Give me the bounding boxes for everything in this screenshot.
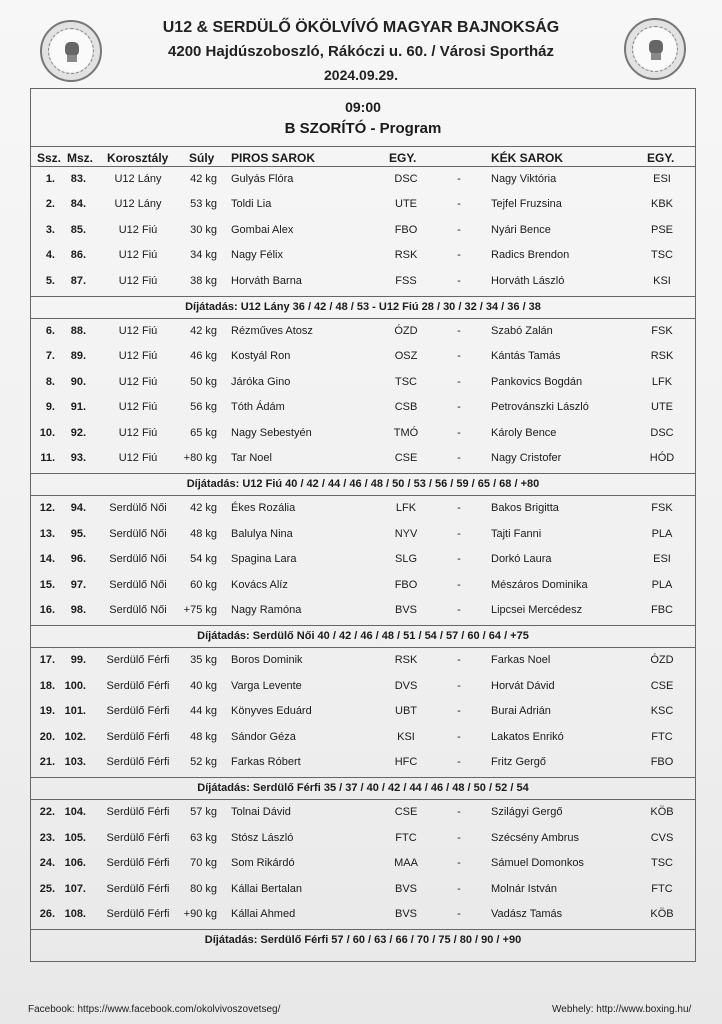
match-number: 94. (70, 502, 86, 515)
red-corner-club: FBO (394, 578, 418, 591)
blue-corner-club: KÖB (650, 806, 674, 819)
red-corner-club: BVS (394, 908, 417, 920)
red-corner-boxer: Horváth Barna (231, 274, 302, 287)
red-corner-club: TSC (395, 375, 417, 388)
table-row (31, 496, 695, 521)
age-category: U12 Fiú (118, 452, 158, 464)
bout-number: 23. (39, 831, 55, 844)
col-header-ssz: Ssz. (37, 151, 62, 165)
red-corner-club: LFK (395, 502, 417, 515)
website-link[interactable]: Webhely: http://www.boxing.hu/ (552, 1004, 692, 1015)
red-corner-club: BVS (394, 882, 417, 895)
table-row (31, 573, 695, 598)
bout-number: 26. (39, 908, 55, 920)
weight-class: 48 kg (190, 527, 217, 540)
match-number: 103. (64, 756, 86, 768)
red-corner-boxer: Rézműves Atosz (231, 325, 313, 337)
match-number: 108. (64, 908, 86, 920)
venue-address: 4200 Hajdúszoboszló, Rákóczi u. 60. / Városi Sportház (168, 43, 554, 60)
versus-dash: - (457, 198, 461, 211)
bout-number: 6. (45, 325, 55, 337)
weight-class: 70 kg (190, 857, 217, 870)
red-corner-club: FBO (394, 223, 418, 236)
col-header-kek-sarok: KÉK SAROK (491, 151, 564, 165)
versus-dash: - (457, 401, 461, 414)
blue-corner-club: KBK (650, 198, 673, 211)
red-corner-club: CSB (394, 401, 418, 414)
program-table (30, 88, 696, 962)
blue-corner-boxer: Petrovánszki László (491, 401, 589, 414)
age-category: U12 Lány (114, 173, 162, 185)
weight-class: +75 kg (183, 604, 217, 616)
age-category: U12 Lány (114, 198, 162, 211)
weight-class: 42 kg (190, 325, 217, 337)
blue-corner-club: PLA (651, 578, 673, 591)
weight-class: 53 kg (190, 198, 217, 211)
match-number: 97. (70, 578, 86, 591)
age-category: Serdülő Női (109, 553, 167, 566)
weight-class: 65 kg (190, 426, 217, 439)
red-corner-boxer: Ékes Rozália (231, 502, 296, 515)
federation-logo-left (40, 20, 102, 82)
versus-dash: - (457, 553, 461, 566)
blue-corner-boxer: Bakos Brigitta (491, 502, 559, 515)
age-category: Serdülő Női (109, 502, 167, 515)
versus-dash: - (457, 679, 461, 692)
weight-class: +80 kg (183, 452, 217, 464)
red-corner-boxer: Kállai Bertalan (231, 882, 302, 895)
col-header-suly: Súly (189, 151, 215, 165)
table-row (31, 446, 695, 471)
age-category: Serdülő Női (109, 604, 167, 616)
match-number: 104. (64, 806, 86, 819)
versus-dash: - (457, 375, 461, 388)
weight-class: 44 kg (190, 705, 217, 718)
age-category: Serdülő Férfi (106, 654, 170, 667)
weight-class: 56 kg (190, 401, 217, 414)
versus-dash: - (457, 173, 461, 185)
red-corner-boxer: Gombai Alex (231, 223, 294, 236)
age-category: U12 Fiú (118, 274, 158, 287)
red-corner-boxer: Nagy Ramóna (231, 604, 302, 616)
age-category: Serdülő Férfi (106, 882, 170, 895)
bout-number: 19. (39, 705, 55, 718)
weight-class: 48 kg (190, 730, 217, 743)
table-row (31, 370, 695, 395)
table-row (31, 344, 695, 369)
bout-number: 10. (39, 426, 55, 439)
red-corner-boxer: Som Rikárdó (231, 857, 295, 870)
red-corner-boxer: Balulya Nina (231, 527, 293, 540)
bout-number: 11. (40, 452, 55, 464)
age-category: Serdülő Férfi (106, 908, 170, 920)
blue-corner-club: PLA (651, 527, 673, 540)
col-header-egyesulet-kek: EGY. (647, 151, 675, 165)
red-corner-club: BVS (394, 604, 417, 616)
match-number: 83. (70, 173, 86, 185)
table-row (31, 243, 695, 268)
age-category: U12 Fiú (118, 350, 158, 363)
red-corner-boxer: Varga Levente (231, 679, 302, 692)
table-row (31, 547, 695, 572)
bout-number: 24. (39, 857, 55, 870)
red-corner-club: RSK (394, 654, 418, 667)
versus-dash: - (457, 730, 461, 743)
versus-dash: - (457, 426, 461, 439)
age-category: Serdülő Női (109, 578, 167, 591)
match-number: 100. (64, 679, 86, 692)
bout-number: 14. (39, 553, 55, 566)
red-corner-boxer: Kostyál Ron (231, 350, 291, 363)
weight-class: 40 kg (190, 679, 217, 692)
red-corner-boxer: Könyves Eduárd (231, 705, 312, 718)
weight-class: 80 kg (190, 882, 217, 895)
match-number: 101. (64, 705, 86, 718)
match-number: 87. (70, 274, 86, 287)
blue-corner-boxer: Nyári Bence (491, 223, 551, 236)
blue-corner-boxer: Dorkó Laura (491, 553, 552, 566)
versus-dash: - (457, 578, 461, 591)
versus-dash: - (457, 452, 461, 464)
blue-corner-boxer: Szabó Zalán (491, 325, 553, 337)
versus-dash: - (457, 325, 461, 337)
match-number: 107. (64, 882, 86, 895)
versus-dash: - (457, 831, 461, 844)
bout-number: 15. (39, 578, 55, 591)
red-corner-boxer: Járóka Gino (231, 375, 291, 388)
versus-dash: - (457, 857, 461, 870)
bout-number: 1. (45, 173, 55, 185)
match-number: 99. (70, 654, 86, 667)
blue-corner-boxer: Burai Adrián (491, 705, 551, 718)
table-row (31, 192, 695, 217)
red-corner-club: SLG (394, 553, 417, 566)
table-row (31, 218, 695, 243)
age-category: Serdülő Női (109, 527, 167, 540)
bout-number: 16. (39, 604, 55, 616)
table-row (31, 877, 695, 902)
federation-logo-right (624, 18, 686, 80)
weight-class: 42 kg (190, 173, 217, 185)
blue-corner-club: TSC (651, 249, 673, 262)
blue-corner-club: KSI (653, 274, 671, 287)
blue-corner-boxer: Tejfel Fruzsina (491, 198, 562, 211)
bout-number: 2. (45, 198, 55, 211)
bout-number: 18. (39, 679, 55, 692)
blue-corner-boxer: Fritz Gergő (491, 756, 547, 768)
age-category: Serdülő Férfi (106, 806, 170, 819)
bout-number: 4. (45, 249, 55, 262)
versus-dash: - (457, 350, 461, 363)
age-category: Serdülő Férfi (106, 705, 170, 718)
weight-class: 38 kg (190, 274, 217, 287)
table-row (31, 269, 695, 294)
red-corner-boxer: Sándor Géza (231, 730, 296, 743)
blue-corner-boxer: Vadász Tamás (491, 908, 563, 920)
blue-corner-boxer: Horvát Dávid (491, 679, 555, 692)
blue-corner-club: RSK (650, 350, 674, 363)
bout-number: 7. (45, 350, 55, 363)
red-corner-boxer: Tolnai Dávid (231, 806, 291, 819)
versus-dash: - (457, 223, 461, 236)
red-corner-boxer: Nagy Félix (231, 249, 283, 262)
weight-class: 34 kg (190, 249, 217, 262)
match-number: 93. (70, 452, 86, 464)
red-corner-boxer: Kovács Alíz (231, 578, 288, 591)
blue-corner-boxer: Kántás Tamás (491, 350, 561, 363)
blue-corner-club: DSC (650, 426, 674, 439)
match-number: 89. (70, 350, 86, 363)
col-header-korosztaly: Korosztály (107, 151, 169, 165)
blue-corner-boxer: Szilágyi Gergő (491, 806, 563, 819)
blue-corner-boxer: Lakatos Enrikó (491, 730, 564, 743)
red-corner-boxer: Kállai Ahmed (231, 908, 296, 920)
blue-corner-boxer: Horváth László (491, 274, 565, 287)
blue-corner-boxer: Pankovics Bogdán (491, 375, 583, 388)
bout-number: 17. (39, 654, 55, 667)
blue-corner-boxer: Farkas Noel (491, 654, 551, 667)
bout-number: 13. (39, 527, 55, 540)
blue-corner-club: FBC (651, 604, 673, 616)
bout-number: 20. (39, 730, 55, 743)
championship-title: U12 & SERDÜLŐ ÖKÖLVÍVÓ MAGYAR BAJNOKSÁG (162, 19, 560, 36)
versus-dash: - (457, 249, 461, 262)
award-ceremony-line: Díjátadás: U12 Fiú 40 / 42 / 44 / 46 / 48 / 50 / 53 / 56 / 59 / 65 / 68 / +80 (186, 478, 540, 491)
red-corner-club: KSI (397, 730, 415, 743)
blue-corner-club: CSE (650, 679, 674, 692)
table-row (31, 800, 695, 825)
blue-corner-club: KÖB (650, 908, 674, 920)
match-number: 96. (70, 553, 86, 566)
session-time: 09:00 (345, 99, 381, 115)
facebook-link[interactable]: Facebook: https://www.facebook.com/okolvivoszovetseg/ (28, 1004, 281, 1015)
versus-dash: - (457, 806, 461, 819)
versus-dash: - (457, 502, 461, 515)
red-corner-club: DVS (394, 679, 418, 692)
match-number: 86. (70, 249, 86, 262)
versus-dash: - (457, 756, 461, 768)
red-corner-club: UTE (395, 198, 417, 211)
blue-corner-boxer: Szécsény Ambrus (491, 831, 580, 844)
match-number: 84. (70, 198, 86, 211)
bout-number: 8. (45, 375, 55, 388)
blue-corner-club: CVS (650, 831, 674, 844)
col-header-msz: Msz. (67, 151, 94, 165)
weight-class: 50 kg (190, 375, 217, 388)
weight-class: 63 kg (190, 831, 217, 844)
table-row (31, 648, 695, 673)
match-number: 105. (64, 831, 86, 844)
table-row (31, 598, 695, 623)
age-category: Serdülő Férfi (106, 831, 170, 844)
age-category: Serdülő Férfi (106, 857, 170, 870)
versus-dash: - (457, 274, 461, 287)
red-corner-boxer: Spagina Lara (231, 553, 297, 566)
red-corner-boxer: Toldi Lia (231, 198, 272, 211)
award-ceremony-line: Díjátadás: Serdülő Női 40 / 42 / 46 / 48 / 51 / 54 / 57 / 60 / 64 / +75 (197, 630, 529, 643)
red-corner-boxer: Gulyás Flóra (231, 173, 294, 185)
red-corner-club: FTC (395, 831, 417, 844)
bout-number: 22. (39, 806, 55, 819)
ring-program-title: B SZORÍTÓ - Program (284, 120, 442, 137)
weight-class: 42 kg (190, 502, 217, 515)
table-row (31, 674, 695, 699)
bout-number: 5. (45, 274, 55, 287)
weight-class: 35 kg (190, 654, 217, 667)
blue-corner-club: ESI (653, 553, 671, 566)
match-number: 88. (70, 325, 86, 337)
divider (31, 146, 695, 147)
red-corner-club: DSC (394, 173, 418, 185)
table-row (31, 851, 695, 876)
red-corner-boxer: Farkas Róbert (231, 756, 301, 768)
bout-number: 25. (39, 882, 55, 895)
red-corner-boxer: Tóth Ádám (231, 401, 285, 414)
red-corner-club: HFC (394, 756, 418, 768)
versus-dash: - (457, 654, 461, 667)
versus-dash: - (457, 882, 461, 895)
blue-corner-club: ÓZD (650, 654, 674, 667)
red-corner-boxer: Boros Dominik (231, 654, 303, 667)
red-corner-club: FSS (395, 274, 417, 287)
table-row (31, 395, 695, 420)
table-row (31, 522, 695, 547)
versus-dash: - (457, 908, 461, 920)
bout-number: 3. (45, 223, 55, 236)
table-row (31, 725, 695, 750)
age-category: U12 Fiú (118, 401, 158, 414)
blue-corner-boxer: Molnár István (491, 882, 558, 895)
award-ceremony-line: Díjátadás: U12 Lány 36 / 42 / 48 / 53 - U12 Fiú 28 / 30 / 32 / 34 / 36 / 38 (185, 301, 541, 313)
match-number: 106. (64, 857, 86, 870)
versus-dash: - (457, 604, 461, 616)
match-number: 90. (70, 375, 86, 388)
weight-class: 54 kg (190, 553, 217, 566)
blue-corner-club: FTC (651, 882, 673, 895)
blue-corner-club: UTE (651, 401, 673, 414)
blue-corner-boxer: Nagy Viktória (491, 173, 557, 185)
blue-corner-boxer: Lipcsei Mercédesz (491, 604, 583, 616)
age-category: Serdülő Férfi (106, 679, 170, 692)
age-category: U12 Fiú (118, 249, 158, 262)
table-row (31, 750, 695, 775)
weight-class: 46 kg (190, 350, 217, 363)
col-header-egyesulet-piros: EGY. (389, 151, 417, 165)
age-category: U12 Fiú (118, 426, 158, 439)
blue-corner-club: HÓD (649, 452, 675, 464)
red-corner-club: TMÓ (393, 426, 419, 439)
event-date: 2024.09.29. (324, 67, 398, 83)
age-category: U12 Fiú (118, 375, 158, 388)
blue-corner-club: FSK (651, 502, 673, 515)
blue-corner-boxer: Radics Brendon (491, 249, 570, 262)
red-corner-club: UBT (395, 705, 417, 718)
blue-corner-boxer: Sámuel Domonkos (491, 857, 584, 870)
blue-corner-boxer: Nagy Cristofer (491, 452, 562, 464)
table-row (31, 699, 695, 724)
boxing-glove-icon (62, 40, 82, 64)
versus-dash: - (457, 527, 461, 540)
versus-dash: - (457, 705, 461, 718)
blue-corner-boxer: Károly Bence (491, 426, 557, 439)
weight-class: 52 kg (190, 756, 217, 768)
bout-number: 12. (39, 502, 55, 515)
red-corner-boxer: Nagy Sebestyén (231, 426, 312, 439)
match-number: 92. (70, 426, 86, 439)
age-category: U12 Fiú (118, 325, 158, 337)
award-ceremony-line: Díjátadás: Serdülő Férfi 35 / 37 / 40 / 42 / 44 / 46 / 48 / 50 / 52 / 54 (197, 782, 529, 795)
red-corner-club: OSZ (394, 350, 418, 363)
blue-corner-club: PSE (650, 223, 673, 236)
blue-corner-club: TSC (651, 857, 673, 870)
blue-corner-club: LFK (651, 375, 673, 388)
col-header-piros-sarok: PIROS SAROK (231, 151, 316, 165)
red-corner-club: CSE (394, 806, 418, 819)
blue-corner-club: FSK (651, 325, 673, 337)
weight-class: +90 kg (183, 908, 217, 920)
red-corner-club: MAA (394, 857, 418, 870)
boxing-glove-icon (646, 38, 666, 62)
blue-corner-club: KSC (650, 705, 674, 718)
red-corner-boxer: Tar Noel (231, 452, 272, 464)
match-number: 102. (64, 730, 86, 743)
table-row (31, 421, 695, 446)
blue-corner-club: ESI (653, 173, 671, 185)
match-number: 85. (70, 223, 86, 236)
bout-number: 21. (39, 756, 55, 768)
table-row (31, 902, 695, 927)
age-category: U12 Fiú (118, 223, 158, 236)
weight-class: 60 kg (190, 578, 217, 591)
table-row (31, 826, 695, 851)
match-number: 98. (70, 604, 86, 616)
table-row (31, 167, 695, 192)
award-ceremony-line: Díjátadás: Serdülő Férfi 57 / 60 / 63 / 66 / 70 / 75 / 80 / 90 / +90 (204, 934, 522, 947)
bout-number: 9. (45, 401, 55, 414)
age-category: Serdülő Férfi (106, 730, 170, 743)
red-corner-club: RSK (394, 249, 418, 262)
age-category: Serdülő Férfi (106, 756, 170, 768)
match-number: 91. (70, 401, 86, 414)
table-row (31, 319, 695, 344)
weight-class: 57 kg (190, 806, 217, 819)
red-corner-club: CSE (394, 452, 418, 464)
red-corner-club: NYV (394, 527, 418, 540)
blue-corner-club: FTC (651, 730, 673, 743)
weight-class: 30 kg (190, 223, 217, 236)
blue-corner-boxer: Mészáros Dominika (491, 578, 588, 591)
red-corner-club: ÓZD (394, 325, 418, 337)
blue-corner-club: FBO (650, 756, 674, 768)
blue-corner-boxer: Tajti Fanni (491, 527, 542, 540)
red-corner-boxer: Stósz László (231, 831, 294, 844)
match-number: 95. (70, 527, 86, 540)
